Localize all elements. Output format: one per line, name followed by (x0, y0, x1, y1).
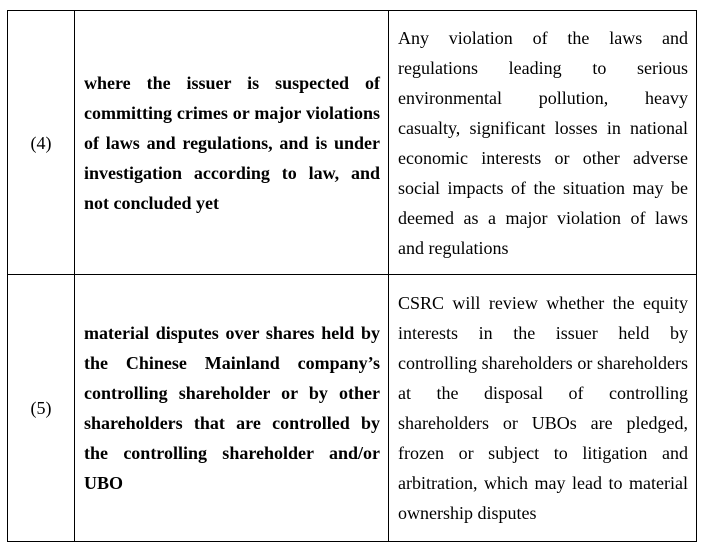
explanation-cell: CSRC will review whether the equity interests in the issuer held by controlling shareholders or shareholders at the disposal of controlling shareholders or UBOs are pledged, frozen or subject to litigation and arbitration, which may lead to material ownership disputes (389, 275, 697, 542)
table-row (8, 11, 697, 275)
issue-cell: material disputes over shares held by the Chinese Mainland company’s controlling shareholder or by other shareholders that are controlled by the controlling shareholder and/or UBO (75, 275, 389, 542)
issue-cell: where the issuer is suspected of committing crimes or major violations of laws and regulations, and is under investigation according to law, and not concluded yet (75, 11, 389, 275)
explanation-cell: Any violation of the laws and regulations leading to serious environmental pollution, heavy casualty, significant losses in national economic interests or other adverse social impacts of the situation may be deemed as a major violation of laws and regulations (389, 11, 697, 275)
regulation-table (7, 10, 697, 542)
table-row (8, 275, 697, 542)
row-number-cell: (5) (8, 275, 75, 542)
row-number-cell: (4) (8, 11, 75, 275)
